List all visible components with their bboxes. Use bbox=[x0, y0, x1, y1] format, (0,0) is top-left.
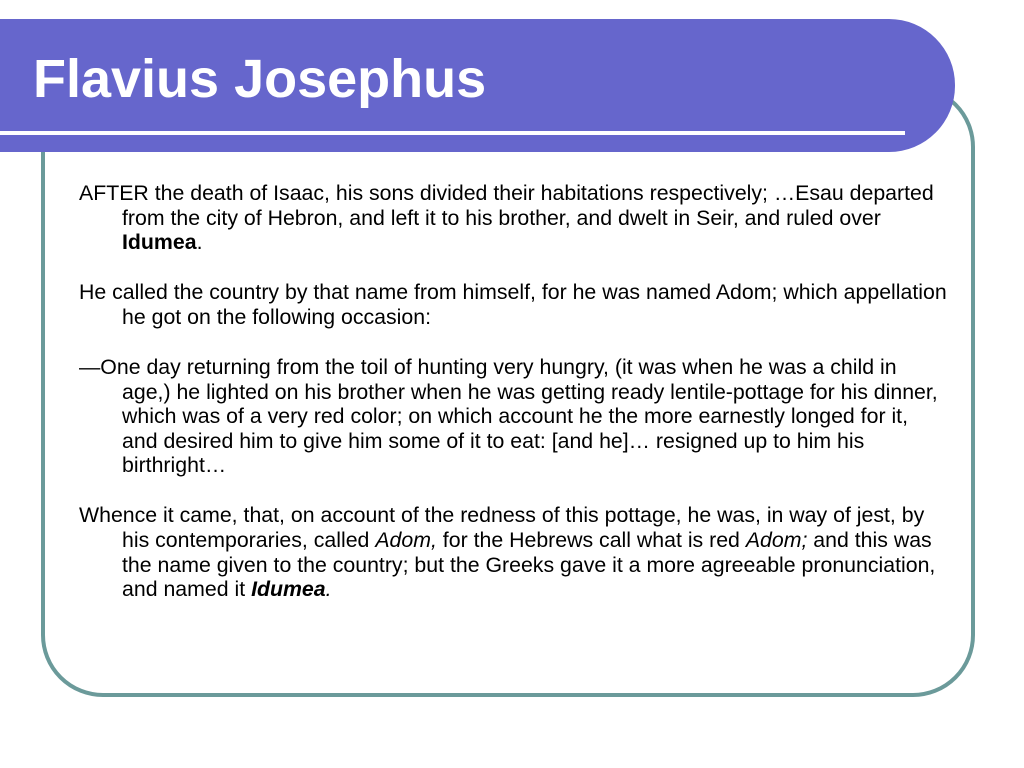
slide-title: Flavius Josephus bbox=[33, 49, 487, 109]
paragraph-3: —One day returning from the toil of hunting very hungry, (it was when he was a child in age,) he lighted on his brother when he was getting ready lentile-pottage for his dinner, which was of a very red color; on which account he the more earnestly longed for it, and desired him to give him some of it to eat: [and he]… resigned up to him his birthright… bbox=[79, 354, 938, 478]
body-text bbox=[79, 181, 949, 627]
paragraph-4-italic-term-b: Adom; bbox=[745, 528, 808, 553]
paragraph-1-bold-term: Idumea bbox=[122, 230, 197, 255]
paragraph-2: He called the country by that name from himself, for he was named Adom; which appellation he got on the following occasion: bbox=[79, 280, 947, 329]
paragraph-4-bold-italic-term: Idumea bbox=[251, 577, 326, 602]
paragraph-4-bold-term bbox=[251, 577, 326, 601]
paragraph-4-italic-term-a: Adom, bbox=[375, 528, 437, 553]
paragraph-4-end: . bbox=[325, 577, 332, 602]
paragraph-4 bbox=[79, 503, 949, 601]
paragraph-1-end: . bbox=[196, 230, 203, 255]
paragraph-1-text: AFTER the death of Isaac, his sons divided their habitations respectively; …Esau departed from the city of Hebron, and left it to his brother, and dwelt in Seir, and ruled over bbox=[79, 181, 934, 230]
paragraph-4-text-b: for the Hebrews call what is red bbox=[436, 528, 746, 553]
title-underline bbox=[0, 131, 905, 135]
paragraph-4-text-c: and this was the name given to the country; but the Greeks gave it a more agreeable pronunciation, and named it bbox=[122, 528, 936, 602]
paragraph-1 bbox=[79, 181, 949, 255]
paragraph-4-text-a: Whence it came, that, on account of the redness of this pottage, he was, in way of jest, by his contemporaries, called bbox=[79, 503, 925, 553]
